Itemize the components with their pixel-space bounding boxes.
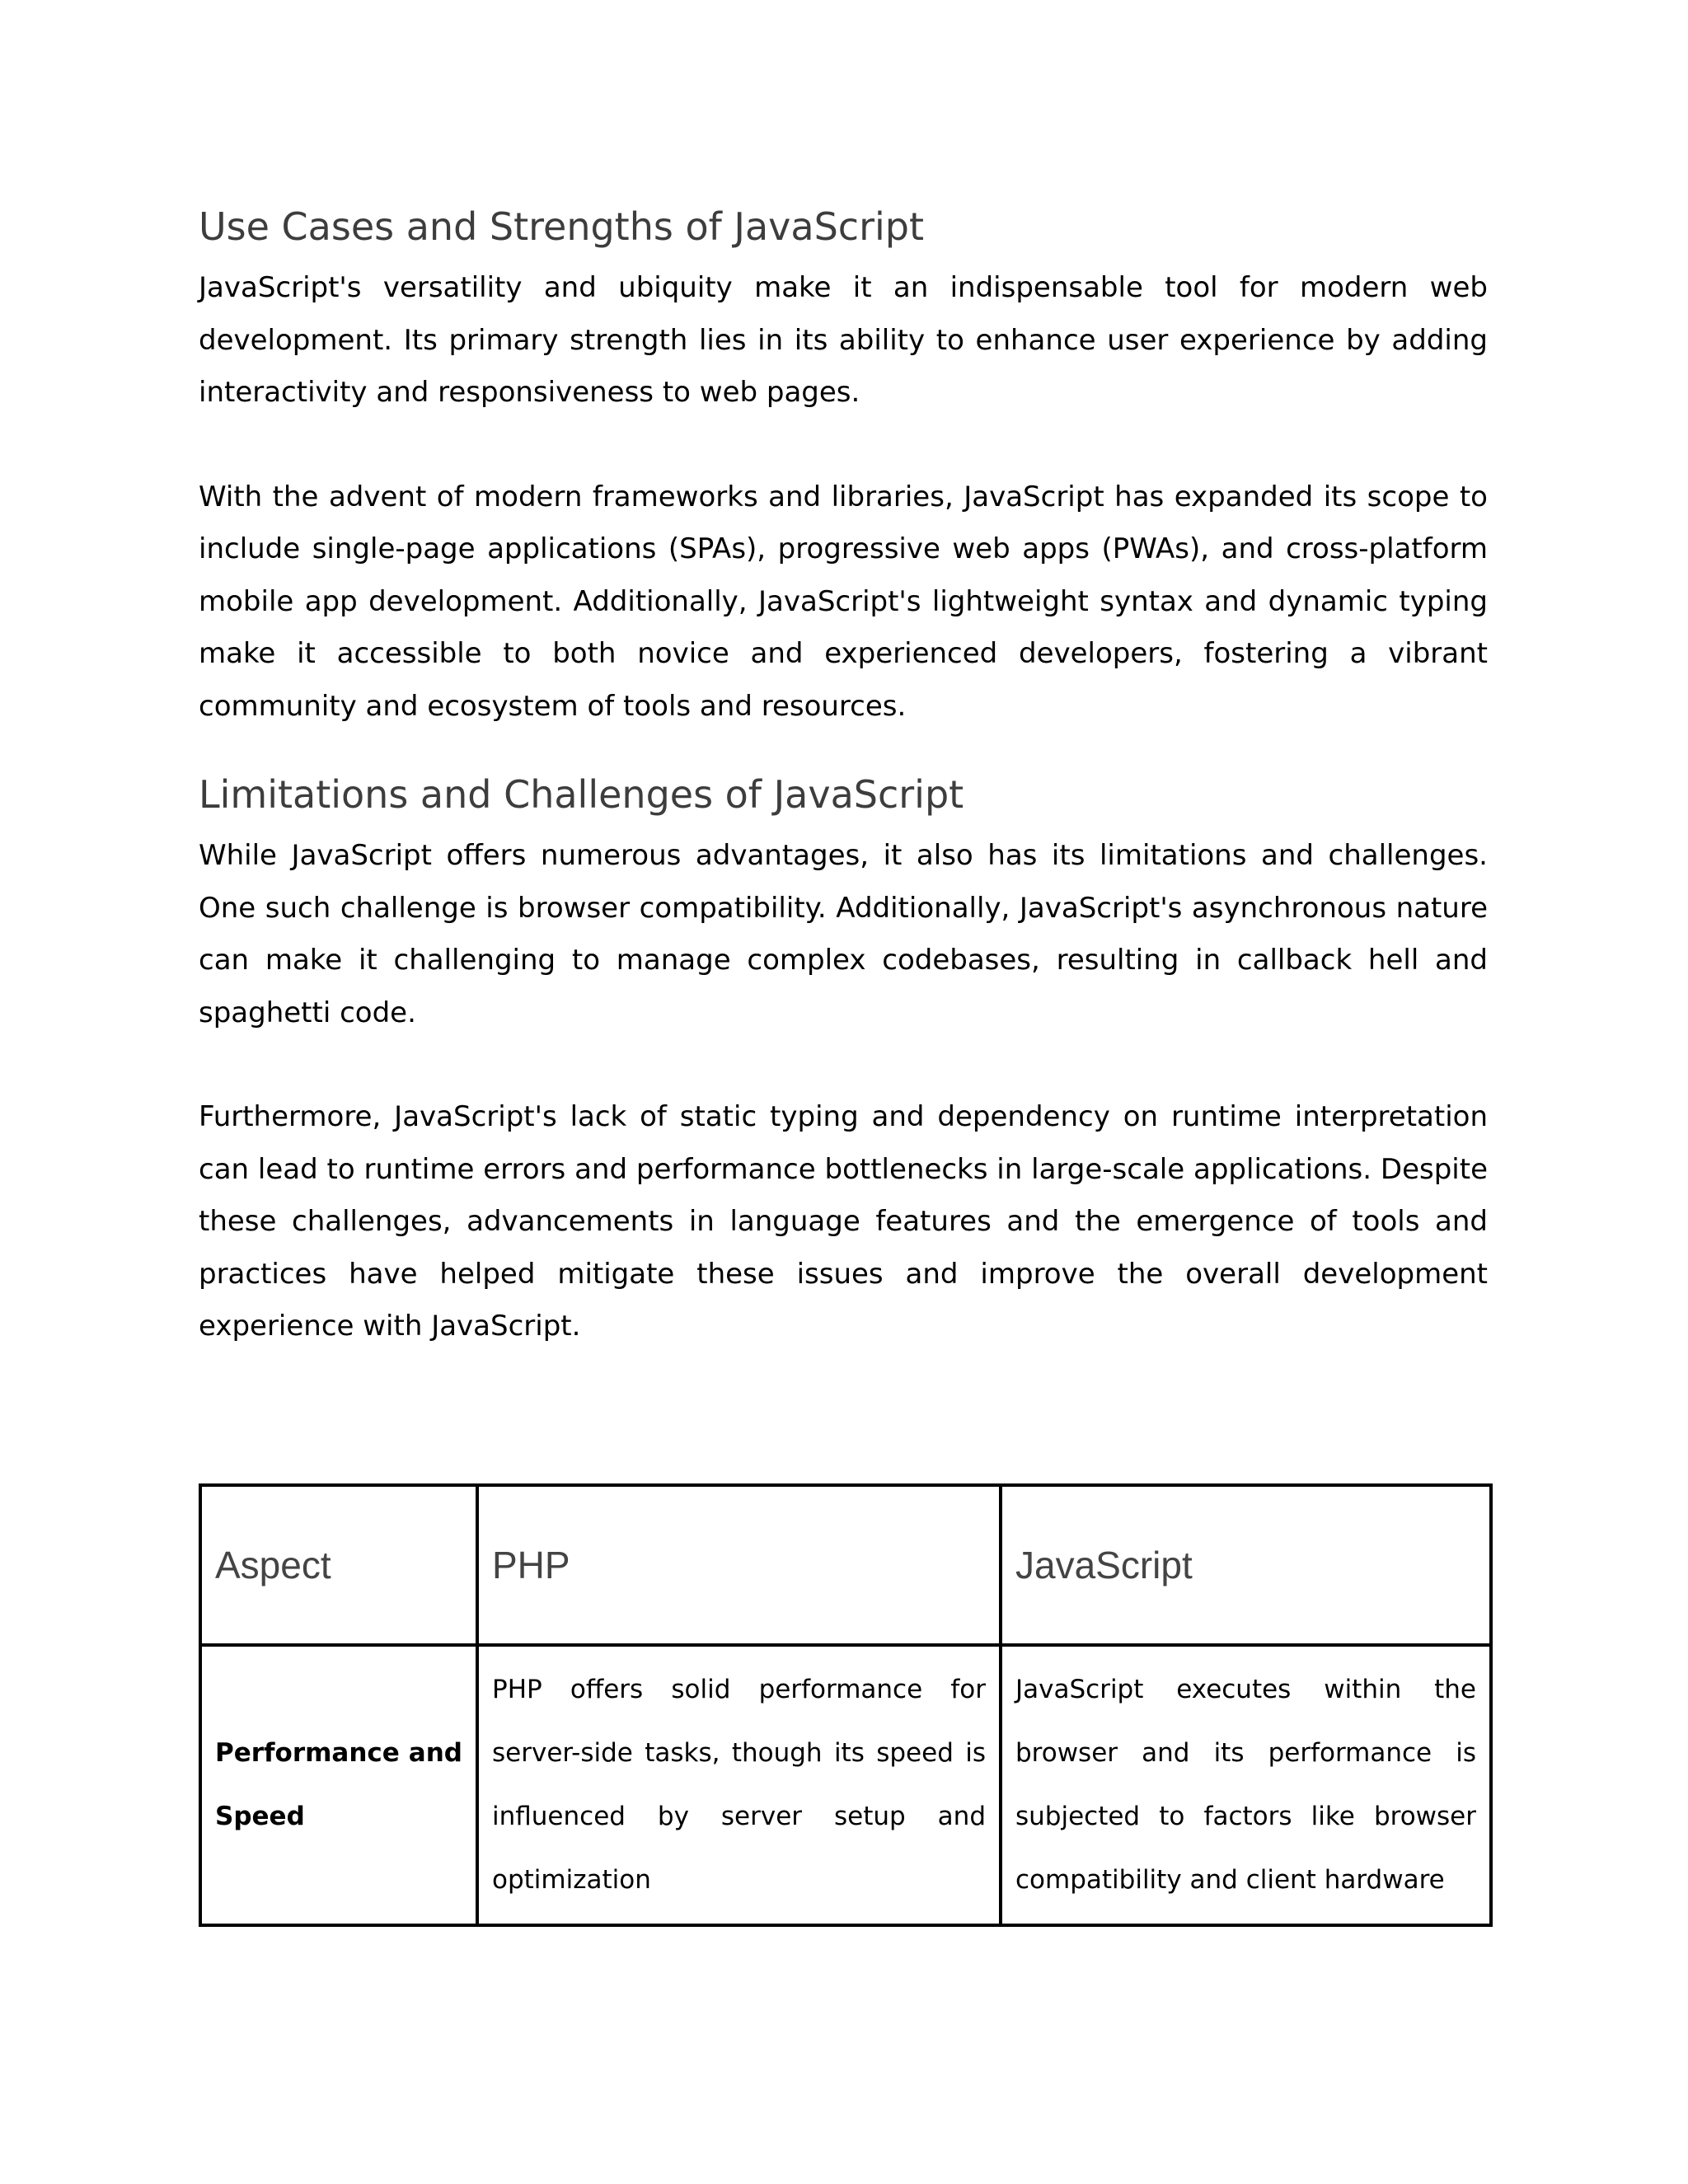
section-heading: Limitations and Challenges of JavaScript [199,772,964,817]
paragraph: JavaScript's versatility and ubiquity make it an indispensable tool for modern web development. Its primary strength lies in its ability to enhance user experience by adding interactivity and responsiveness to web pages. [199,271,1488,409]
column-header-aspect: Aspect [200,1485,477,1645]
paragraph: Furthermore, JavaScript's lack of static typing and dependency on runtime interpretation can lead to runtime errors and performance bottlenecks in large-scale applications. Despite these challenges, advancements in language features and the emergence of tools and practices have helped mitigate these issues and improve the overall development experience with JavaScript. [199,1100,1488,1343]
paragraph: With the advent of modern frameworks and libraries, JavaScript has expanded its scope to include single-page applications (SPAs), progressive web apps (PWAs), and cross-platform mobile app development. Additionally, JavaScript's lightweight syntax and dynamic typing make it accessible to both novice and experienced developers, fostering a vibrant community and ecosystem of tools and resources. [199,480,1488,723]
table-row [200,1645,1491,1925]
paragraph: While JavaScript offers numerous advantages, it also has its limitations and challenges. One such challenge is browser compatibility. Additionally, JavaScript's asynchronous nature can make it challenging to manage complex codebases, resulting in callback hell and spaghetti code. [199,839,1488,1029]
cell-aspect: Performance and Speed [200,1645,477,1925]
column-header-php: PHP [477,1485,1001,1645]
comparison-table [199,1483,1493,1927]
column-header-javascript: JavaScript [1001,1485,1491,1645]
section-heading: Use Cases and Strengths of JavaScript [199,204,924,249]
document-page [199,198,1488,1353]
table-header-row [200,1485,1491,1645]
cell-javascript: JavaScript executes within the browser and its performance is subjected to factors like browser compatibility and client hardware [1001,1645,1491,1925]
cell-php: PHP offers solid performance for server-side tasks, though its speed is influenced by server setup and optimization [477,1645,1001,1925]
